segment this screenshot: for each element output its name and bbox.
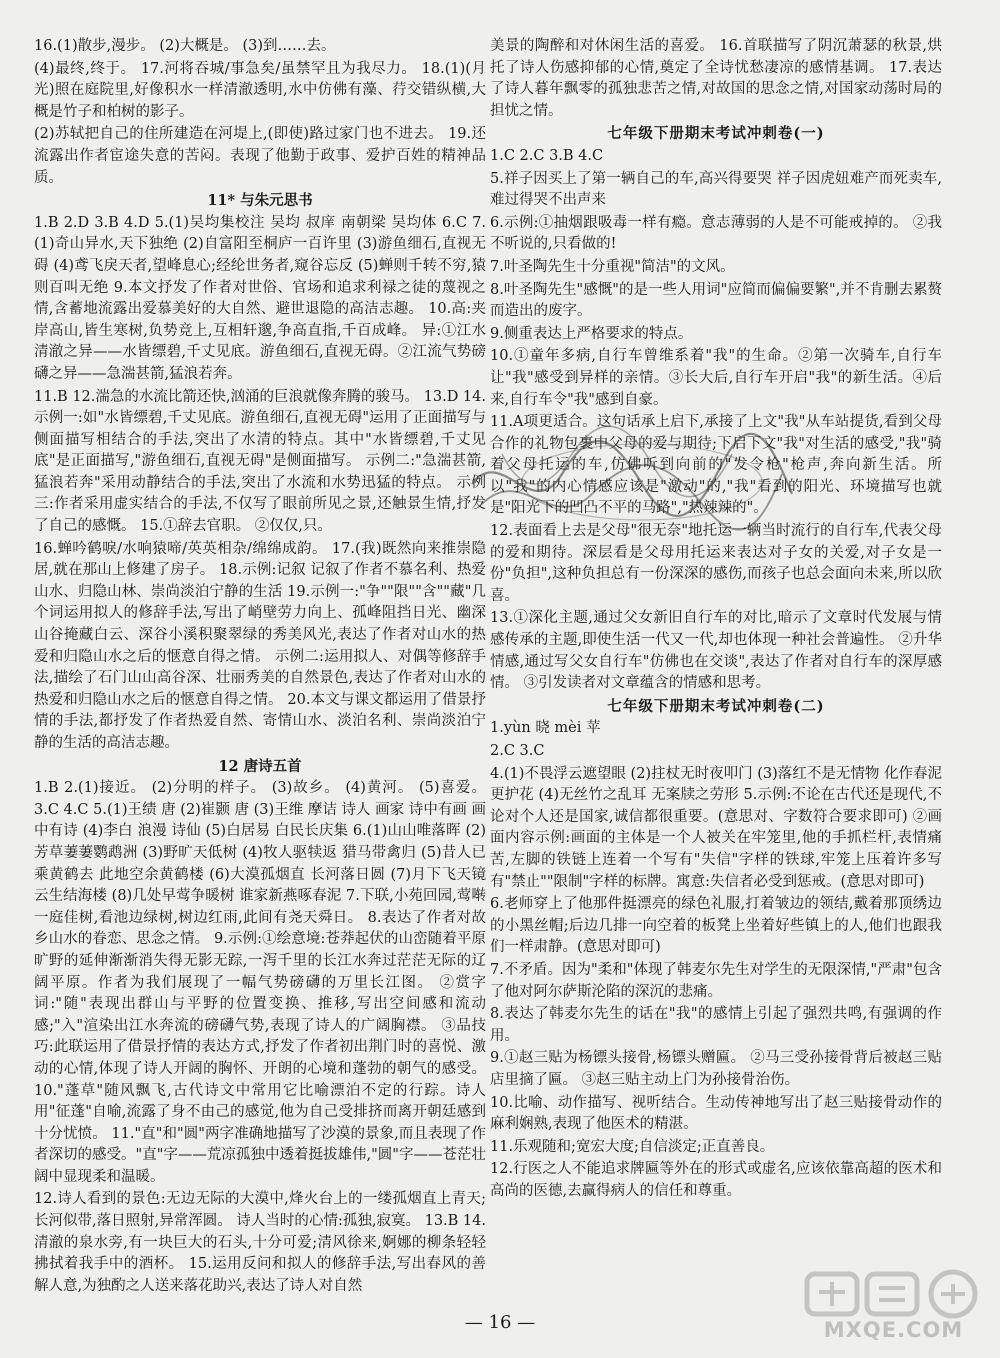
answer-paragraph: (4)最终,终于。 17.河将吞城/事急矣/虽禁罕且为我尽力。 18.(1)(月光)照在庭院里,好像积水一样清澈透明,水中仿佛有藻、荇交错纵横,大概是竹子和柏树的影子。 — [34, 60, 486, 120]
left-column — [34, 36, 486, 1298]
answer-paragraph: 7.不矛盾。因为"柔和"体现了韩麦尔先生对学生的无限深情,"严肃"包含了他对阿尔萨斯沦陷的深沉的悲痛。 — [490, 961, 942, 1000]
answer-paragraph: 7.叶圣陶先生十分重视"简洁"的文风。 — [490, 258, 735, 275]
answer-paragraph: 16.蝉吟鹤唳/水响猿啼/英英相杂/绵绵成韵。 17.(我)既然向来推崇隐居,就在那山上修建了房子。 18.示例:记叙 记叙了作者不慕名利、热爱山水、归隐山林、崇尚淡泊宁静的生活 19.示例一:"争""限""含""藏"几个词运用拟人的修辞手法,写出了峭壁劳力向上、孤峰阻挡日光、幽深山谷掩藏白云、深谷小溪积聚翠绿的秀美风光,表达了作者对山水的热爱和归隐山水之后的惬意自得之情。 示例二:运用拟人、对偶等修辞手法,描绘了石门山山高谷深、壮丽秀美的自然景色,表达了作者对山水的热爱和归隐山水之后的惬意自得之情。 20.本文与课文都运用了借景抒情的手法,都抒发了作者热爱自然、寄情山水、淡泊名利、崇尚淡泊宁静的生活的高洁志趣。 — [34, 540, 486, 751]
answer-paragraph: 1.B 2.D 3.B 4.D 5.(1)吴均集校注 吴均 叔庠 南朝梁 吴均体 6.C 7.(1)奇山异水,天下独绝 (2)自富阳至桐庐一百许里 (3)游鱼细石,直视无碍 (4)鸢飞戾天者,望峰息心;经纶世务者,窥谷忘反 (5)蝉则千转不穷,猿则百叫无绝 9.本文抒发了作者对世俗、官场和追求利禄之徒的蔑视之情,含蓄地流露出爱慕美好的大自然、避世退隐的高洁志趣。 10.高:夹岸高山,皆生寒树,负势竞上,互相轩邈,争高直指,千百成峰。 异:①江水清澈之异——水皆缥碧,千丈见底。游鱼细石,直视无碍。②江流气势磅礴之异——急湍甚箭,猛浪若奔。 — [34, 214, 486, 382]
answer-paragraph: 1.yùn 晓 mèi 苹 — [490, 720, 601, 737]
answer-paragraph: 6.老师穿上了他那件挺漂亮的绿色礼服,打着皱边的领结,戴着那顶绣边的小黑丝帽;后边几排一向空着的板凳上坐着好些镇上的人,他们也跟我们一样肃静。(意思对即可) — [490, 896, 942, 956]
answer-paragraph: 9.①赵三贴为杨镖头接骨,杨镖头赠匾。 ②马三受孙接骨背后被赵三贴店里摘了匾。 ③赵三贴主动上门为孙接骨治伤。 — [490, 1050, 942, 1088]
answer-logo-icon — [801, 1268, 986, 1320]
section-heading: 11* 与朱元思书 — [207, 192, 313, 210]
answer-paragraph: 11.乐观随和;宽宏大度;自信淡定;正直善良。 — [490, 1138, 775, 1155]
answer-paragraph: 5.祥子因买上了第一辆自己的车,高兴得要哭 祥子因虎妞难产而死卖车,难过得哭不出声来 — [490, 170, 942, 209]
answer-paragraph: 1.C 2.C 3.B 4.C — [490, 147, 604, 164]
answer-paragraph: 美景的陶醉和对休闲生活的喜爱。 16.首联描写了阴沉萧瑟的秋景,烘托了诗人伤感抑郁的心情,奠定了全诗忧愁凄凉的感情基调。 17.表达了诗人暮年飘零的孤独悲苦之情,对故国的思念之情,对国家动荡时局的担忧之情。 — [490, 38, 942, 119]
section-heading: 七年级下册期末考试冲刺卷(二) — [607, 697, 825, 715]
section-heading: 七年级下册期末考试冲刺卷(一) — [607, 125, 825, 143]
answer-paragraph: 10.①童年多病,自行车曾维系着"我"的生命。②第一次骑车,自行车让"我"感受到异样的亲情。③长大后,自行车开启"我"的新生活。④后来,自行车令"我"感到自豪。 — [490, 348, 942, 408]
watermark-text: MXQE.COM — [823, 1318, 964, 1342]
answer-paragraph: 10.比喻、动作描写、视听结合。生动传神地写出了赵三贴接骨动作的麻利娴熟,表现了他医术的精湛。 — [490, 1094, 942, 1133]
answer-paragraph: 13.①深化主题,通过父女新旧自行车的对比,暗示了文章时代发展与情感传承的主题,即使生活一代又一代,却也体现一种社会普遍性。 ②升华情感,通过写父女自行车"仿佛也在交谈",表达了作者对自行车的深厚感情。 ③引发读者对文章蕴含的情感和思考。 — [490, 610, 942, 692]
answer-paragraph: 12.表面看上去是父母"很无奈"地托运一辆当时流行的自行车,代表父母的爱和期待。深层看是父母用托运来表达对子女的关爱,对子女是一份"负担",这种负担总有一份深深的感伤,而孩子也总会面向未来,所以欣喜。 — [490, 523, 942, 604]
answer-paragraph: 2.C 3.C — [490, 743, 545, 759]
answer-paragraph: 1.B 2.(1)接近。 (2)分明的样子。 (3)故乡。 (4)黄河。 (5)喜爱。 3.C 4.C 5.(1)王绩 唐 (2)崔颢 唐 (3)王维 摩诘 诗人 画家 诗中有画 画中有诗 (4)李白 浪漫 诗仙 (5)白居易 白民长庆集 6.(1)山山唯落晖 (2)芳草萋萋鹦鹉洲 (3)野旷天低树 (4)牧人驱犊返 猎马带禽归 (5)昔人已乘黄鹤去 此地空余黄鹤楼 (6)大漠孤烟直 长河落日圆 (7)月下飞天镜 云生结海楼 (8)几处早莺争暖树 谁家新燕啄春泥 7.下联,小苑回园,莺啭一庭佳树,看池边绿树,树边红雨,此间有尧天舜日。 8.表达了作者对故乡山水的眷恋、思念之情。 9.示例:①绘意境:苍莽起伏的山峦随着平原旷野的延伸渐渐消失得无影无踪,一泻千里的长江水奔过茫茫无际的辽阔平原。作者为我们展现了一幅气势磅礴的万里长江图。 ②赏字词:"随"表现出群山与平野的位置变换、推移,写出空间感和流动感;"入"渲染出江水奔流的磅礴气势,表现了诗人的广阔胸襟。 ③品技巧:此联运用了借景抒情的表达方式,抒发了作者初出荆门时的喜悦、激动的心情,体现了诗人开阔的胸怀、开朗的心境和蓬勃的朝气的感受。 10."蓬草"随风飘飞,古代诗文中常用它比喻漂泊不定的行踪。诗人用"征蓬"自喻,流露了身不由己的感觉,他为自己受排挤而离开朝廷感到十分忧愤。 11."直"和"圆"两字准确地描写了沙漠的景象,而且表现了作者深切的感受。"直"字——荒凉孤独中透着挺拔雄伟,"圆"字——苍茫壮阔中显现柔和温暖。 — [34, 780, 486, 1185]
right-column — [490, 36, 942, 1203]
site-watermark — [801, 1268, 986, 1350]
answer-paragraph: 12.行医之人不能追求牌匾等外在的形式或虚名,应该依靠高超的医术和高尚的医德,去赢得病人的信任和尊重。 — [490, 1161, 942, 1199]
handwritten-scribble — [462, 424, 802, 540]
answer-paragraph: 12.诗人看到的景色:无边无际的大漠中,烽火台上的一缕孤烟直上青天;长河似带,落日照射,异常浑圆。 诗人当时的心情:孤独,寂寞。 13.B 14.清澈的泉水旁,有一块巨大的石头,十分可爱;清风徐来,婀娜的柳条轻轻拂拭着我手中的酒杯。 15.运用反问和拟人的修辞手法,写出春风的善解人意,为独酌之人送来落花助兴,表达了诗人对自然 — [34, 1191, 486, 1294]
section-heading: 12 唐诗五首 — [218, 757, 302, 775]
answer-paragraph: 8.叶圣陶先生"感慨"的是一些人用词"应简而偏偏要繁",并不肯删去累赘而造出的废字。 — [490, 281, 942, 320]
answer-paragraph: (2)苏轼把自己的住所建造在河堤上,(即使)路过家门也不进去。 19.还流露出作者宦途失意的苦闷。表现了他勤于政事、爱护百姓的精神品质。 — [34, 126, 486, 186]
answer-paragraph: 9.侧重表达上严格要求的特点。 — [490, 325, 693, 342]
answer-paragraph: 11.B 12.湍急的水流比箭还快,汹涌的巨浪就像奔腾的骏马。 13.D 14.示例一:如"水皆缥碧,千丈见底。游鱼细石,直视无碍"运用了正面描写与侧面描写相结合的手法,突出了水清的特点。其中"水皆缥碧,千丈见底"是正面描写,"游鱼细石,直视无碍"是侧面描写。 示例二:"急湍甚箭,猛浪若奔"采用动静结合的手法,突出了水流和水势迅猛的特点。 示例三:作者采用虚实结合的手法,不仅写了眼前所见之景,还触景生情,抒发了自己的感慨。 15.①辞去官职。 ②仅仅,只。 — [34, 388, 486, 535]
answer-paragraph: 4.(1)不畏浮云遮望眼 (2)拄杖无时夜叩门 (3)落红不是无情物 化作春泥更护花 (4)无丝竹之乱耳 无案牍之劳形 5.示例:不论在古代还是现代,不论对个人还是国家,诚信都很重要。(意思对、字数符合要求即可) ②画面内容示例:画面的主体是一个人被关在牢笼里,他的手抓栏杆,表情痛苦,左脚的铁链上连着一个写有"失信"字样的铁球,牢笼上压着许多写有"禁止""限制"字样的标牌。寓意:失信者必受到惩戒。(意思对即可) — [490, 765, 942, 890]
answer-paragraph: 16.(1)散步,漫步。 (2)大概是。 (3)到……去。 — [34, 38, 336, 54]
answer-paragraph: 6.示例:①抽烟跟吸毒一样有瘾。意志薄弱的人是不可能戒掉的。 ②我不听说的,只看做的! — [490, 214, 942, 253]
page-number: — 16 — — [464, 1312, 536, 1333]
answer-paragraph: 11.A项更适合。这句话承上启下,承接了上文"我"从车站提货,看到父母合作的礼物包裹中父母的爱与期待;下启下文"我"对生活的感受,"我"骑着父母托运的车,仿佛听到向前的"发令枪"枪声,奔向新生活。所以"我"的内心情感应该是"激动"的,"我"看到的阳光、环境描写也就是"阳光下的凹凸不平的马路","热辣辣的"。 — [490, 414, 942, 517]
answer-paragraph: 8.表达了韩麦尔先生的话在"我"的感情上引起了强烈共鸣,有强调的作用。 — [490, 1006, 942, 1044]
